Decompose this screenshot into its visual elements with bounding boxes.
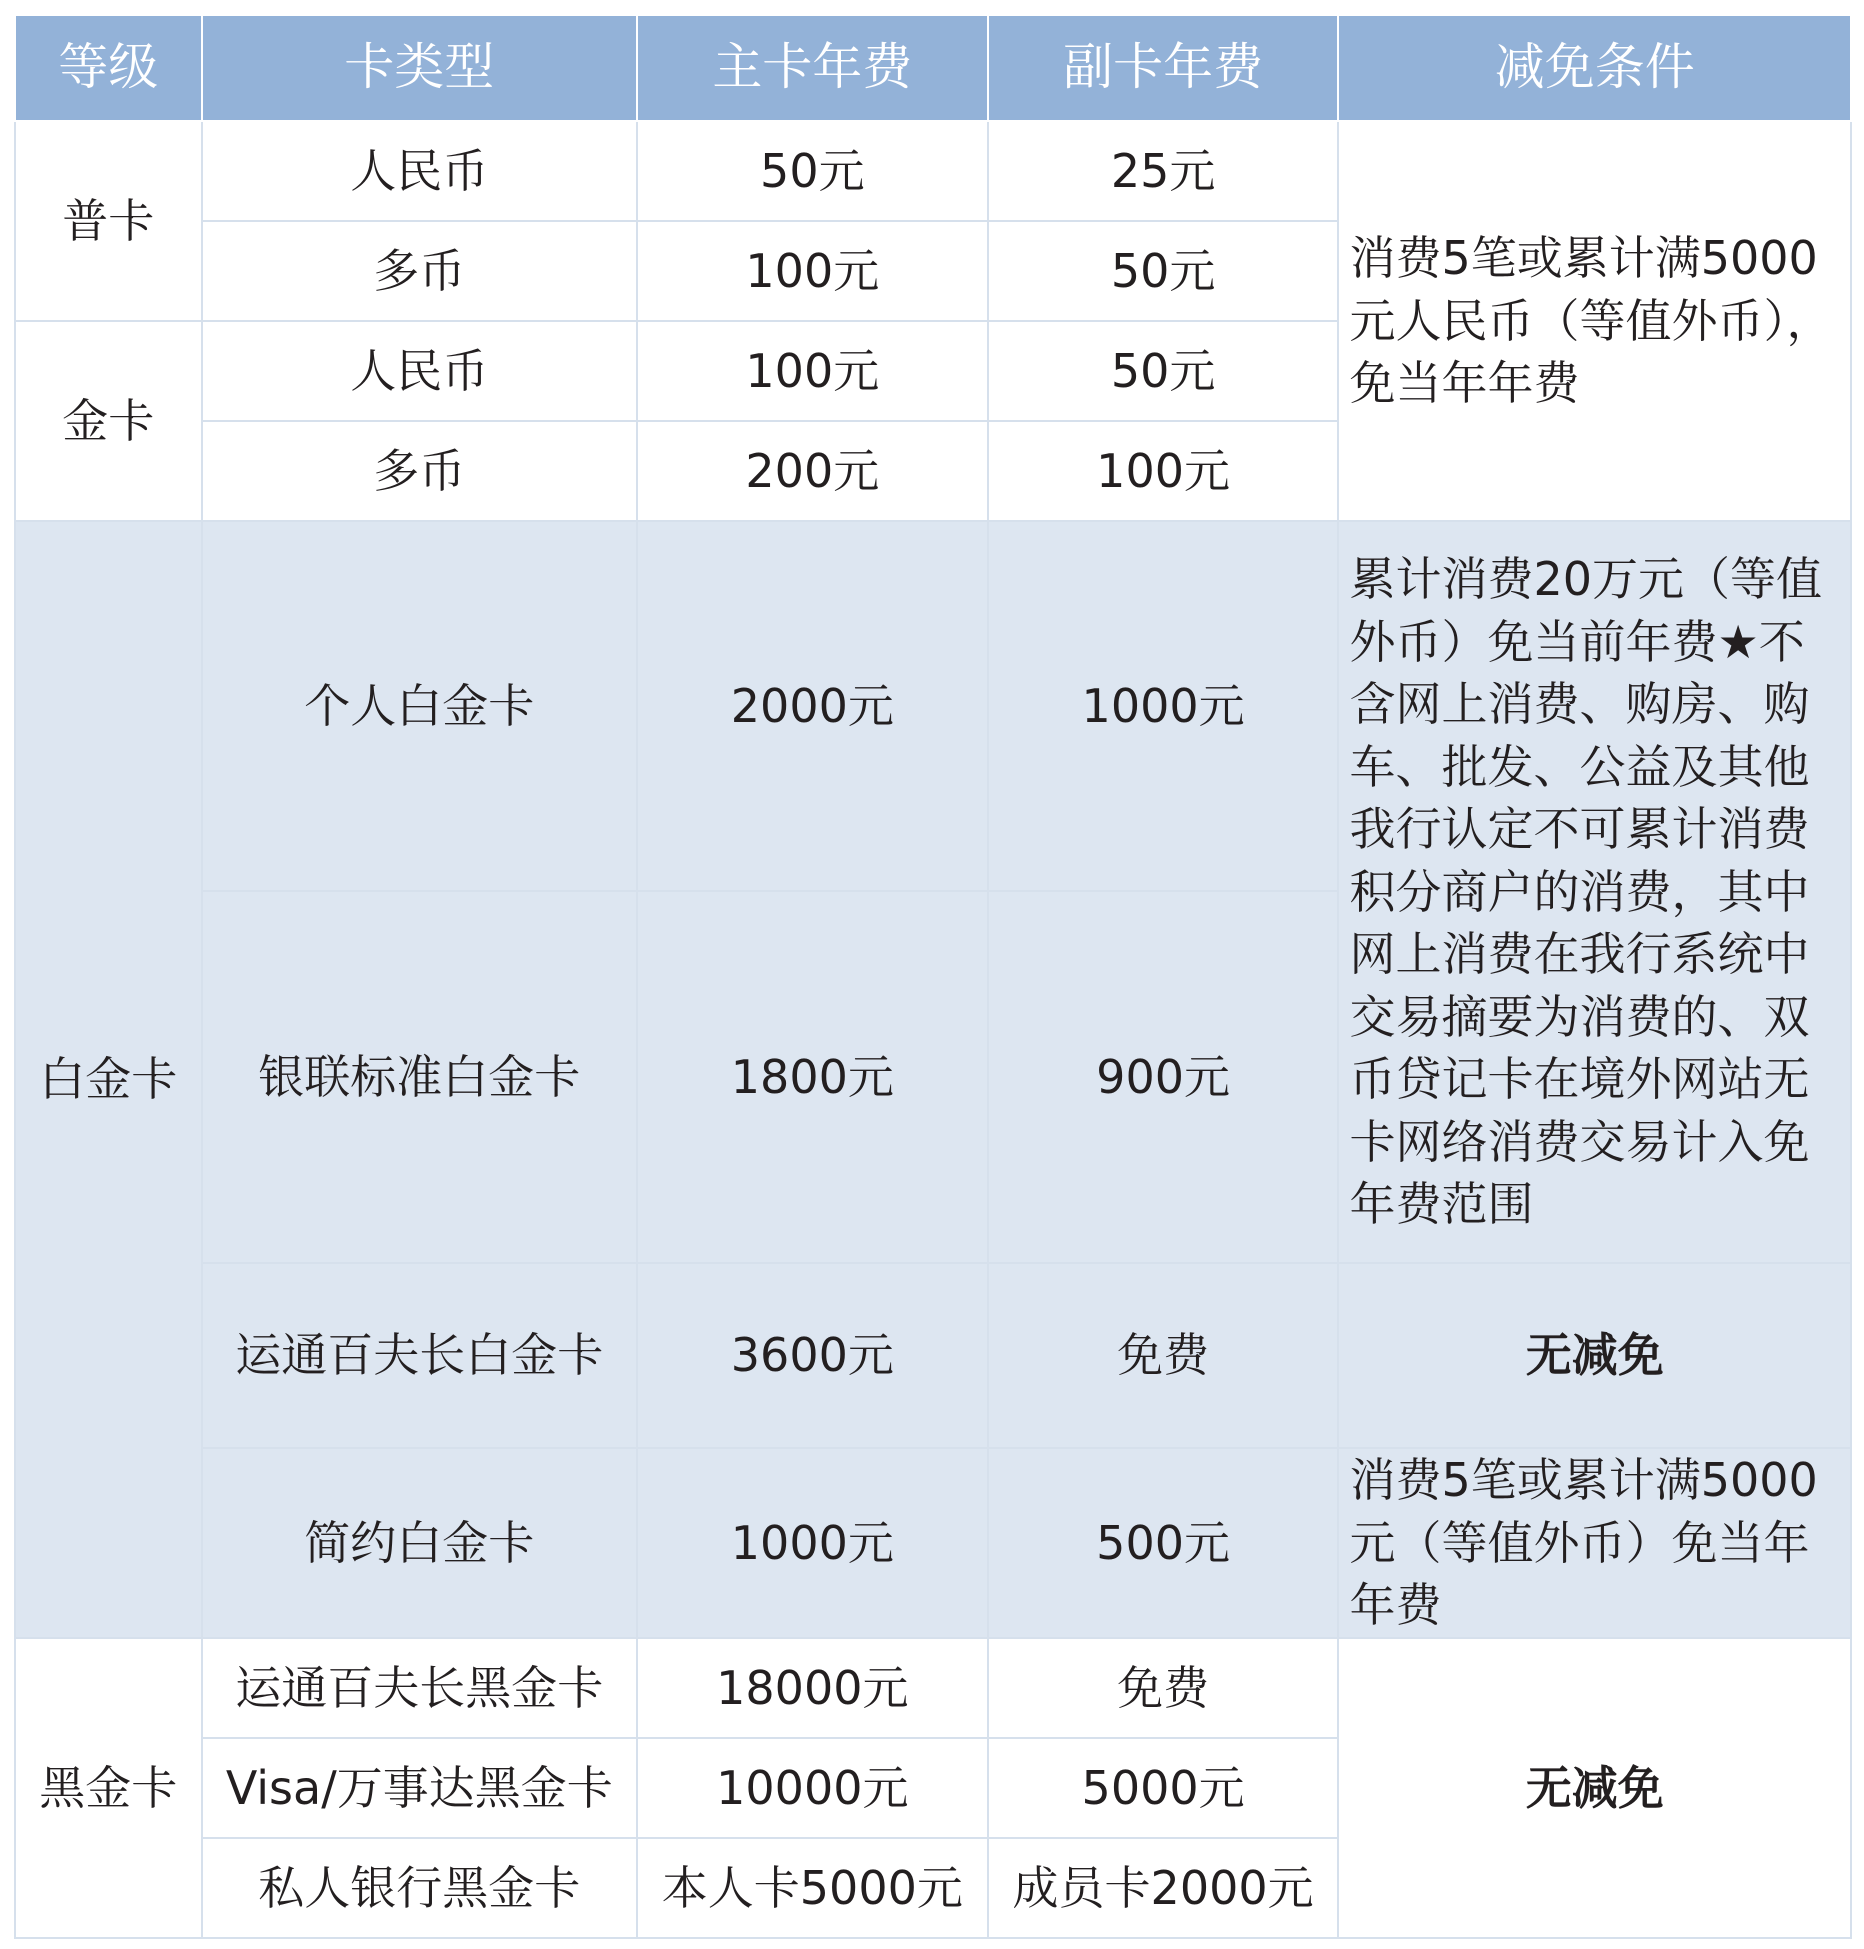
primary-fee-cell: 3600元 — [637, 1263, 988, 1448]
supplementary-fee-cell: 免费 — [988, 1638, 1339, 1738]
black-section — [15, 1638, 1851, 1938]
header-primary-fee: 主卡年费 — [637, 15, 988, 121]
card-type-cell: 运通百夫长白金卡 — [202, 1263, 637, 1448]
table-row — [15, 121, 1851, 221]
supplementary-fee-cell: 免费 — [988, 1263, 1339, 1448]
primary-fee-cell: 100元 — [637, 321, 988, 421]
table-row — [15, 1448, 1851, 1638]
platinum-section — [15, 521, 1851, 1638]
primary-fee-cell: 50元 — [637, 121, 988, 221]
supplementary-fee-cell: 50元 — [988, 221, 1339, 321]
card-type-cell: 个人白金卡 — [202, 521, 637, 891]
primary-fee-cell: 100元 — [637, 221, 988, 321]
primary-fee-cell: 1800元 — [637, 891, 988, 1263]
card-type-cell: 私人银行黑金卡 — [202, 1838, 637, 1938]
card-type-cell: 多币 — [202, 421, 637, 521]
card-type-cell: 简约白金卡 — [202, 1448, 637, 1638]
level-cell: 白金卡 — [15, 521, 202, 1638]
primary-fee-cell: 200元 — [637, 421, 988, 521]
primary-fee-cell: 本人卡5000元 — [637, 1838, 988, 1938]
supplementary-fee-cell: 成员卡2000元 — [988, 1838, 1339, 1938]
card-type-cell: 多币 — [202, 221, 637, 321]
header-supplementary-fee: 副卡年费 — [988, 15, 1339, 121]
card-type-cell: 人民币 — [202, 321, 637, 421]
supplementary-fee-cell: 900元 — [988, 891, 1339, 1263]
supplementary-fee-cell: 25元 — [988, 121, 1339, 221]
primary-fee-cell: 1000元 — [637, 1448, 988, 1638]
waiver-cell: 无减免 — [1338, 1263, 1851, 1448]
supplementary-fee-cell: 50元 — [988, 321, 1339, 421]
card-type-cell: 人民币 — [202, 121, 637, 221]
header-waiver: 减免条件 — [1338, 15, 1851, 121]
supplementary-fee-cell: 500元 — [988, 1448, 1339, 1638]
table-row — [15, 1638, 1851, 1738]
waiver-cell: 累计消费20万元（等值外币）免当前年费★不含网上消费、购房、购车、批发、公益及其他我行认定不可累计消费积分商户的消费，其中网上消费在我行系统中交易摘要为消费的、双币贷记卡在境外网站无卡网络消费交易计入免年费范围 — [1338, 521, 1851, 1263]
header-level: 等级 — [15, 15, 202, 121]
supplementary-fee-cell: 5000元 — [988, 1738, 1339, 1838]
level-cell: 金卡 — [15, 321, 202, 521]
waiver-cell: 消费5笔或累计满5000元（等值外币）免当年年费 — [1338, 1448, 1851, 1638]
annual-fee-table — [14, 14, 1852, 1939]
level-cell: 黑金卡 — [15, 1638, 202, 1938]
header-card-type: 卡类型 — [202, 15, 637, 121]
waiver-cell: 消费5笔或累计满5000元人民币（等值外币），免当年年费 — [1338, 121, 1851, 521]
primary-fee-cell: 2000元 — [637, 521, 988, 891]
card-type-cell: 运通百夫长黑金卡 — [202, 1638, 637, 1738]
table-row — [15, 521, 1851, 891]
standard-gold-section — [15, 121, 1851, 521]
waiver-cell: 无减免 — [1338, 1638, 1851, 1938]
supplementary-fee-cell: 100元 — [988, 421, 1339, 521]
header-row — [15, 15, 1851, 121]
supplementary-fee-cell: 1000元 — [988, 521, 1339, 891]
card-type-cell: 银联标准白金卡 — [202, 891, 637, 1263]
primary-fee-cell: 18000元 — [637, 1638, 988, 1738]
primary-fee-cell: 10000元 — [637, 1738, 988, 1838]
card-type-cell: Visa/万事达黑金卡 — [202, 1738, 637, 1838]
table-row — [15, 1263, 1851, 1448]
level-cell: 普卡 — [15, 121, 202, 321]
